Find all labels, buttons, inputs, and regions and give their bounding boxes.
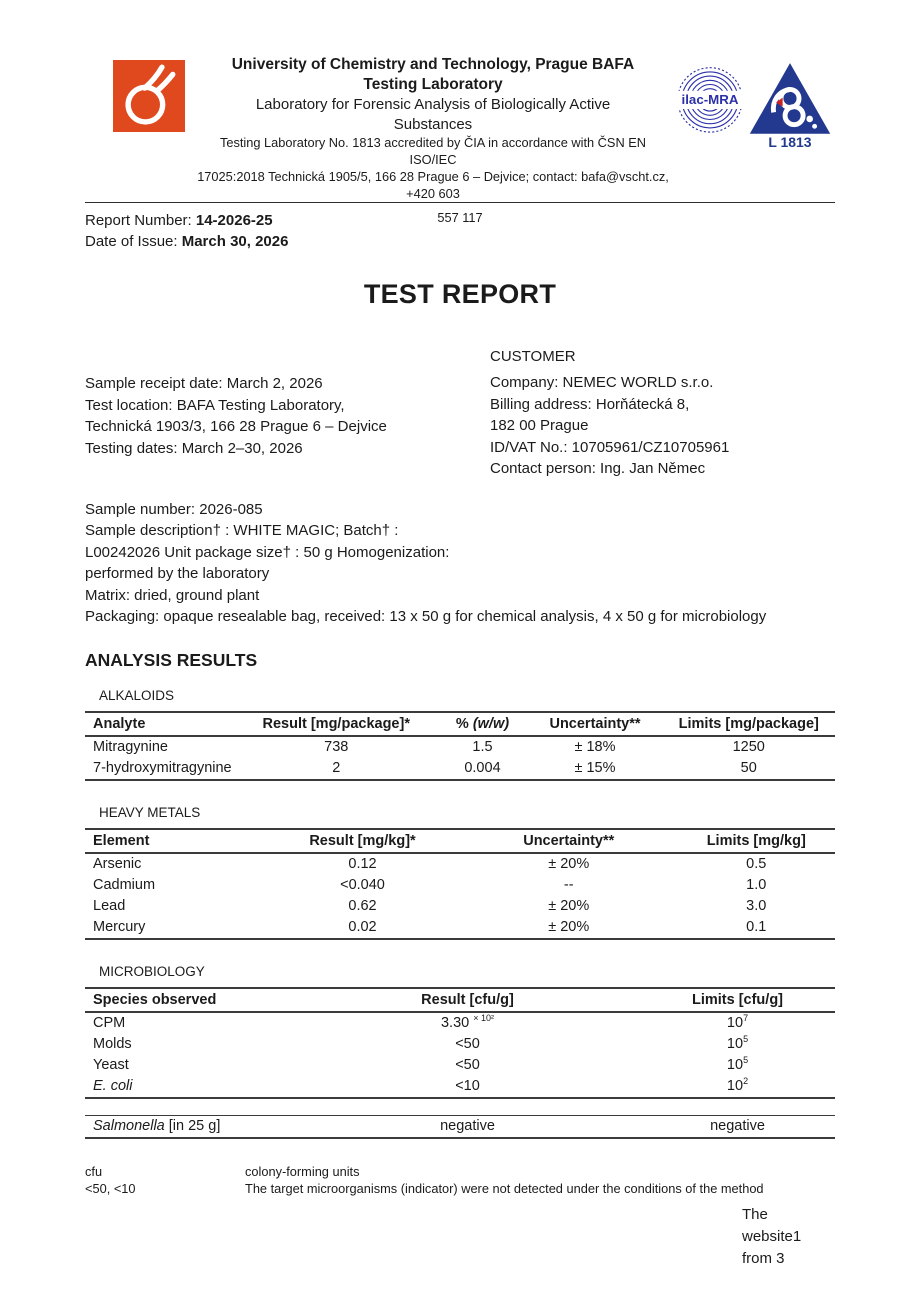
microbiology-section	[85, 964, 835, 1139]
element-name: Arsenic	[93, 856, 142, 872]
element-limit: 3.0	[746, 898, 767, 914]
microbiology-header-row	[85, 988, 835, 1012]
analyte-name: 7-hydroxymitragynine	[93, 760, 232, 776]
footnote-definition: colony-forming units	[245, 1163, 360, 1179]
salmonella-table	[85, 1115, 835, 1139]
parties-section	[85, 347, 835, 480]
org-name-line2: Testing Laboratory	[363, 76, 503, 93]
table-row	[85, 736, 835, 758]
species-result: 3.30 $^{\times 10^2}$	[440, 1013, 495, 1031]
species-limit: $10^5$	[726, 1034, 749, 1052]
species-name: Yeast	[93, 1057, 129, 1073]
table-row	[85, 853, 835, 875]
species-limit: $10^7$	[726, 1013, 749, 1031]
col-element: Element	[85, 829, 265, 853]
species-result: negative	[440, 1118, 495, 1134]
org-subtitle-line1: Laboratory for Forensic Analysis of Biologically Active	[255, 96, 611, 113]
uct-flask-icon	[113, 60, 185, 132]
table-row	[85, 917, 835, 939]
element-name: Mercury	[93, 919, 146, 935]
limit-exponent: 7	[743, 1013, 749, 1024]
sample-info-line: L00242026 Unit package size† : 50 g Homogenization:	[85, 543, 450, 561]
sample-info-line: Packaging: opaque resealable bag, received: 13 x 50 g for chemical analysis, 4 x 50 g for microbiology	[85, 608, 767, 625]
table-row	[85, 1034, 835, 1055]
analyte-pct: 0.004	[464, 760, 501, 776]
customer-heading: CUSTOMER	[490, 348, 576, 365]
element-limit: 0.1	[746, 919, 767, 935]
footnote-term: <50, <10	[85, 1180, 136, 1196]
page-number-line: website1	[742, 1228, 802, 1245]
customer-block	[490, 347, 835, 480]
alkaloids-section	[85, 688, 835, 781]
footnotes-block	[85, 1163, 835, 1197]
org-name-line1: University of Chemistry and Technology, Prague BAFA	[231, 56, 635, 73]
date-of-issue-label: Date of Issue:	[85, 233, 182, 250]
report-meta	[85, 210, 835, 252]
heavy-metals-table	[85, 828, 835, 940]
date-of-issue-value: March 30, 2026	[181, 233, 289, 250]
page-number-block	[742, 1204, 801, 1270]
analyte-result: 738	[324, 739, 349, 755]
heavy-metals-header-row	[85, 829, 835, 853]
sample-info-line: performed by the laboratory	[85, 565, 270, 582]
species-result: <10	[455, 1078, 480, 1094]
table-row	[85, 1012, 835, 1034]
col-limits: Limits [mg/package]	[663, 712, 836, 736]
customer-line: Company: NEMEC WORLD s.r.o.	[490, 374, 714, 391]
svg-text:ilac-MRA: ilac-MRA	[681, 92, 739, 108]
result-exponent: × 10²	[473, 1013, 495, 1024]
col-species: Species observed	[85, 988, 295, 1012]
report-number-value: 14-2026-25	[195, 212, 273, 229]
accreditation-line2: 17025:2018 Technická 1905/5, 166 28 Prague 6 – Dejvice; contact: bafa@vscht.cz, +420 603	[197, 169, 669, 201]
customer-line: Billing address: Horňátecká 8,	[490, 395, 690, 413]
col-limits: Limits [cfu/g]	[640, 988, 835, 1012]
uct-logo	[113, 60, 185, 137]
col-result: Result [cfu/g]	[295, 988, 640, 1012]
page-number-line: The	[742, 1206, 768, 1223]
element-uncertainty: ± 20%	[548, 919, 590, 935]
species-name: E. coli	[93, 1078, 133, 1094]
species-result: <50	[455, 1036, 480, 1052]
customer-line: Contact person: Ing. Jan Němec	[490, 460, 706, 477]
species-limit: negative	[710, 1118, 765, 1134]
microbiology-table	[85, 987, 835, 1099]
species-limit: $10^2$	[726, 1076, 749, 1094]
customer-line: 182 00 Prague	[490, 417, 589, 434]
heavy-metals-label: HEAVY METALS	[99, 804, 201, 820]
analyte-name: Mitragynine	[93, 739, 168, 755]
microbiology-label: MICROBIOLOGY	[99, 963, 205, 979]
table-row	[85, 758, 835, 780]
footnote-row	[85, 1180, 835, 1197]
date-of-issue-line	[85, 231, 835, 252]
customer-line: ID/VAT No.: 10705961/CZ10705961	[490, 438, 730, 456]
test-info-line: Testing dates: March 2–30, 2026	[85, 439, 303, 457]
report-header	[85, 55, 835, 203]
element-result: 0.62	[348, 898, 377, 914]
test-info-block	[85, 347, 490, 480]
species-name: CPM	[93, 1015, 126, 1031]
col-analyte: Analyte	[85, 712, 235, 736]
col-pct-ww: % (w/w)	[438, 712, 528, 736]
col-uncertainty: Uncertainty**	[460, 829, 678, 853]
element-result: <0.040	[340, 877, 385, 893]
species-name: Salmonella [in 25 g]	[93, 1118, 221, 1134]
limit-exponent: 5	[743, 1034, 749, 1045]
heavy-metals-section	[85, 805, 835, 940]
table-row	[85, 875, 835, 896]
col-uncertainty: Uncertainty**	[528, 712, 663, 736]
analysis-results-heading: ANALYSIS RESULTS	[85, 649, 258, 670]
species-result: <50	[455, 1057, 480, 1073]
analyte-pct: 1.5	[472, 739, 493, 755]
alkaloids-header-row	[85, 712, 835, 736]
page-number-line: from 3	[742, 1250, 785, 1267]
sample-info-line: Matrix: dried, ground plant	[85, 586, 260, 604]
element-uncertainty: ± 20%	[548, 856, 590, 872]
element-result: 0.02	[348, 919, 377, 935]
cia-logo-block	[749, 61, 831, 154]
element-limit: 1.0	[746, 877, 767, 893]
element-limit: 0.5	[746, 856, 767, 872]
element-name: Cadmium	[93, 877, 156, 893]
org-subtitle-line2: Substances	[393, 115, 473, 133]
species-limit: $10^5$	[726, 1055, 749, 1073]
header-org-block	[191, 55, 675, 202]
analyte-uncertainty: ± 15%	[574, 760, 616, 776]
analyte-uncertainty: ± 18%	[574, 739, 616, 755]
element-uncertainty: ± 20%	[548, 898, 590, 914]
test-info-line: Test location: BAFA Testing Laboratory,	[85, 396, 345, 414]
element-name: Lead	[93, 898, 126, 914]
table-row	[85, 1115, 835, 1138]
accreditation-line1: Testing Laboratory No. 1813 accredited by ČIA in accordance with ČSN EN ISO/IEC	[219, 135, 647, 167]
table-row	[85, 1076, 835, 1098]
analyte-limit: 50	[740, 760, 757, 776]
limit-exponent: 2	[743, 1076, 749, 1087]
footnote-definition: The target microorganisms (indicator) were not detected under the conditions of the method	[245, 1180, 764, 1196]
alkaloids-label: ALKALOIDS	[99, 687, 175, 703]
col-result: Result [mg/kg]*	[265, 829, 460, 853]
species-name: Molds	[93, 1036, 132, 1052]
col-limits: Limits [mg/kg]	[678, 829, 836, 853]
accreditation-logos	[675, 55, 835, 154]
test-info-line: Technická 1903/3, 166 28 Prague 6 – Dejvice	[85, 418, 387, 435]
alkaloids-table	[85, 711, 835, 781]
phone-continuation: 557 117	[437, 210, 483, 225]
col-result: Result [mg/package]*	[235, 712, 438, 736]
limit-exponent: 5	[743, 1055, 749, 1066]
table-row	[85, 896, 835, 917]
sample-info-line: Sample description† : WHITE MAGIC; Batch† :	[85, 522, 399, 539]
cia-code-in-logo: L 1813	[768, 133, 812, 149]
cia-triangle-logo	[749, 61, 831, 149]
footnote-row	[85, 1163, 835, 1180]
report-number-label: Report Number:	[85, 212, 196, 229]
sample-info-block	[85, 499, 835, 628]
element-uncertainty: --	[563, 877, 574, 893]
ilac-mra-logo	[675, 61, 745, 143]
analyte-result: 2	[332, 760, 341, 776]
sample-info-line: Sample number: 2026-085	[85, 500, 263, 518]
test-info-line: Sample receipt date: March 2, 2026	[85, 375, 323, 392]
page-title: TEST REPORT	[363, 279, 557, 309]
table-row	[85, 1055, 835, 1076]
footnote-term: cfu	[85, 1163, 103, 1179]
element-result: 0.12	[348, 856, 377, 872]
analyte-limit: 1250	[732, 739, 765, 755]
